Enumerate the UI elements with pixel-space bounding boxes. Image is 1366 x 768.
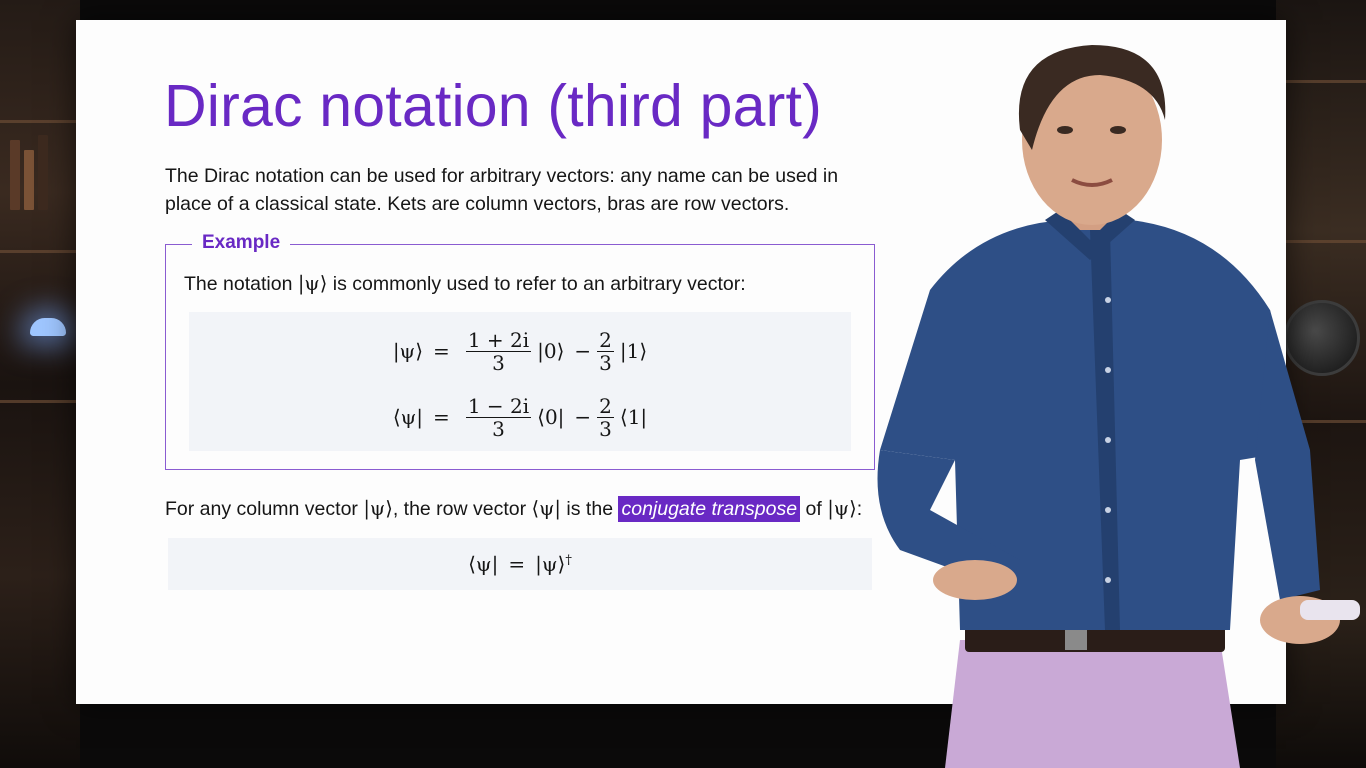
ket-0: |0⟩	[537, 339, 565, 363]
fraction	[466, 395, 531, 440]
bra-1: ⟨1|	[619, 405, 648, 429]
ket-psi: |ψ⟩	[363, 497, 393, 520]
eq-lhs: ⟨ψ|	[468, 552, 499, 576]
dagger-symbol: †	[565, 552, 572, 568]
fraction	[597, 395, 614, 440]
eq-equals: =	[508, 552, 526, 576]
eq-minus: −	[574, 339, 592, 363]
presenter-eye	[1057, 126, 1073, 134]
bra-psi: ⟨ψ|	[531, 497, 562, 520]
eq-equals: =	[433, 339, 450, 363]
book	[38, 135, 48, 210]
ket-1: |1⟩	[619, 339, 648, 363]
equation-bra-psi	[189, 390, 851, 444]
ket-psi: |ψ⟩	[297, 272, 328, 295]
conjugate-transpose-paragraph	[165, 497, 862, 521]
fraction-numerator: 2	[599, 327, 612, 352]
highlighted-term: conjugate transpose	[618, 496, 800, 522]
ket-psi: |ψ⟩	[827, 497, 857, 520]
fraction-numerator: 1 − 2i	[467, 393, 530, 418]
equation-ket-psi	[189, 324, 851, 378]
example-text-part: is commonly used to refer to an arbitrary vector:	[327, 273, 746, 295]
shirt-button	[1105, 577, 1111, 583]
eq-lhs: ⟨ψ|	[392, 405, 424, 429]
presenter-trousers	[945, 640, 1240, 768]
presenter-left-hand	[933, 560, 1017, 600]
belt-buckle	[1065, 628, 1087, 650]
presenter	[860, 30, 1360, 768]
fraction	[597, 329, 614, 374]
book	[10, 140, 20, 210]
shelf-board	[0, 400, 80, 403]
fraction-denominator: 3	[492, 416, 505, 441]
example-label: Example	[192, 232, 290, 254]
paragraph-text: is the	[561, 498, 619, 520]
shirt-button	[1105, 507, 1111, 513]
eq-minus: −	[574, 405, 592, 429]
equation-panel	[189, 312, 851, 451]
shirt-button	[1105, 437, 1111, 443]
fraction-denominator: 3	[492, 350, 505, 375]
fraction-numerator: 2	[599, 393, 612, 418]
fraction	[466, 329, 531, 374]
presenter-pointer	[1300, 600, 1360, 620]
example-text	[184, 272, 746, 296]
eq-lhs: |ψ⟩	[392, 339, 424, 363]
eq-equals: =	[433, 405, 450, 429]
paragraph-text: :	[856, 498, 863, 520]
example-text-part: The notation	[184, 273, 298, 295]
eq-rhs: |ψ⟩	[535, 552, 566, 576]
paragraph-text: For any column vector	[165, 498, 364, 520]
equation-dagger-panel	[168, 538, 872, 590]
lamp	[30, 318, 66, 336]
paragraph-text: of	[800, 498, 828, 520]
slide-title: Dirac notation (third part)	[164, 73, 822, 139]
background-shelf-left	[0, 0, 80, 768]
shirt-button	[1105, 297, 1111, 303]
bra-0: ⟨0|	[537, 405, 565, 429]
fraction-numerator: 1 + 2i	[467, 327, 530, 352]
paragraph-text: , the row vector	[392, 498, 532, 520]
fraction-denominator: 3	[599, 416, 612, 441]
shelf-board	[0, 250, 80, 253]
shirt-button	[1105, 367, 1111, 373]
fraction-denominator: 3	[599, 350, 612, 375]
book	[24, 150, 34, 210]
intro-paragraph: The Dirac notation can be used for arbitrary vectors: any name can be used in place of a classical state. Kets are column vectors, bras are row vectors.	[165, 165, 839, 215]
presenter-eye	[1110, 126, 1126, 134]
shelf-board	[0, 120, 80, 123]
